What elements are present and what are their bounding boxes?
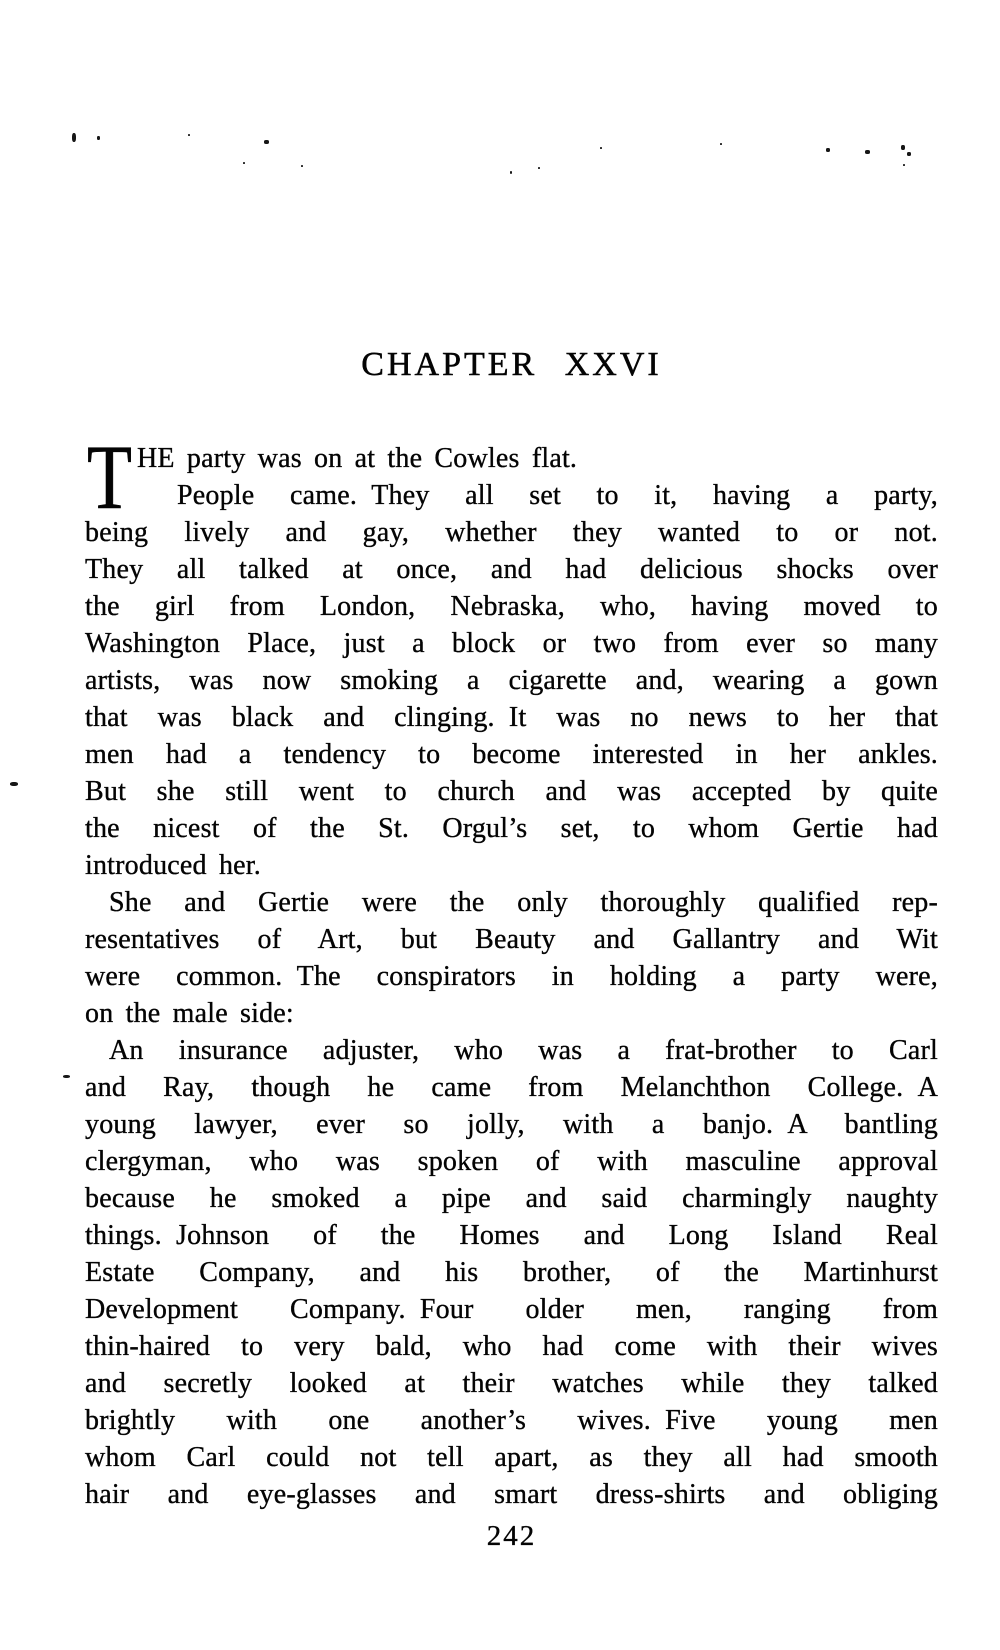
text-line: brightly with one another’s wives. Five young men: [85, 1405, 938, 1436]
text-line: things. Johnson of the Homes and Long Island Real: [85, 1220, 938, 1251]
text-line: because he smoked a pipe and said charmingly naughty: [85, 1183, 938, 1214]
text-line: clergyman, who was spoken of with masculine approval: [85, 1146, 938, 1177]
text-line: whom Carl could not tell apart, as they all had smooth: [85, 1442, 938, 1473]
scan-speck: [907, 152, 911, 156]
text-line: resentatives of Art, but Beauty and Gallantry and Wit: [85, 924, 938, 955]
scan-speck: [538, 167, 540, 169]
drop-cap: T: [87, 426, 132, 528]
scan-speck: [600, 147, 602, 149]
text-line: and Ray, though he came from Melanchthon College. A: [85, 1072, 938, 1103]
paragraph: [85, 884, 938, 1032]
page-number: 242: [486, 1520, 537, 1552]
scan-speck: [901, 145, 905, 150]
scan-speck: [97, 136, 100, 140]
text-line: men had a tendency to become interested in her ankles.: [85, 739, 938, 770]
text-line: Washington Place, just a block or two from ever so many: [85, 628, 938, 659]
paragraph: [85, 440, 938, 884]
scan-speck: [903, 164, 905, 166]
text-line: artists, was now smoking a cigarette and, wearing a gown: [85, 665, 938, 696]
scan-speck: [72, 133, 76, 142]
text-line: HE party was on at the Cowles flat.: [137, 443, 578, 474]
text-line: the girl from London, Nebraska, who, having moved to: [85, 591, 938, 622]
text-line: being lively and gay, whether they wanted to or not.: [85, 517, 938, 548]
scan-speck: [510, 171, 512, 174]
text-line: were common. The conspirators in holding a party were,: [85, 961, 938, 992]
text-line: thin-haired to very bald, who had come with their wives: [85, 1331, 938, 1362]
text-line: They all talked at once, and had delicious shocks over: [85, 554, 938, 585]
text-line: the nicest of the St. Orgul’s set, to whom Gertie had: [85, 813, 938, 844]
text-line: Estate Company, and his brother, of the Martinhurst: [85, 1257, 938, 1288]
text-line: She and Gertie were the only thoroughly qualified rep-: [109, 887, 938, 918]
text-line: hair and eye-glasses and smart dress-shirts and obliging: [85, 1479, 938, 1510]
scan-speck: [720, 143, 722, 145]
scan-speck: [63, 1075, 70, 1078]
text-body: [85, 426, 938, 1513]
text-line: on the male side:: [85, 998, 294, 1029]
text-line: that was black and clinging. It was no news to her that: [85, 702, 938, 733]
text-line: But she still went to church and was accepted by quite: [85, 776, 938, 807]
scan-speck: [264, 140, 269, 144]
text-line: An insurance adjuster, who was a frat-brother to Carl: [109, 1035, 938, 1066]
scan-speck: [826, 148, 830, 152]
text-line: People came. They all set to it, having a party,: [177, 480, 938, 511]
scan-speck: [10, 782, 18, 786]
text-line: Development Company. Four older men, ranging from: [85, 1294, 938, 1325]
text-line: and secretly looked at their watches while they talked: [85, 1368, 938, 1399]
paragraph: [85, 1032, 938, 1513]
scan-speck: [188, 134, 190, 136]
scan-speck: [865, 150, 870, 154]
chapter-heading: CHAPTER XXVI: [361, 346, 662, 383]
scan-speck: [243, 162, 245, 164]
text-line: young lawyer, ever so jolly, with a banjo. A bantling: [85, 1109, 938, 1140]
scan-speck: [301, 165, 303, 167]
text-line: introduced her.: [85, 850, 261, 881]
